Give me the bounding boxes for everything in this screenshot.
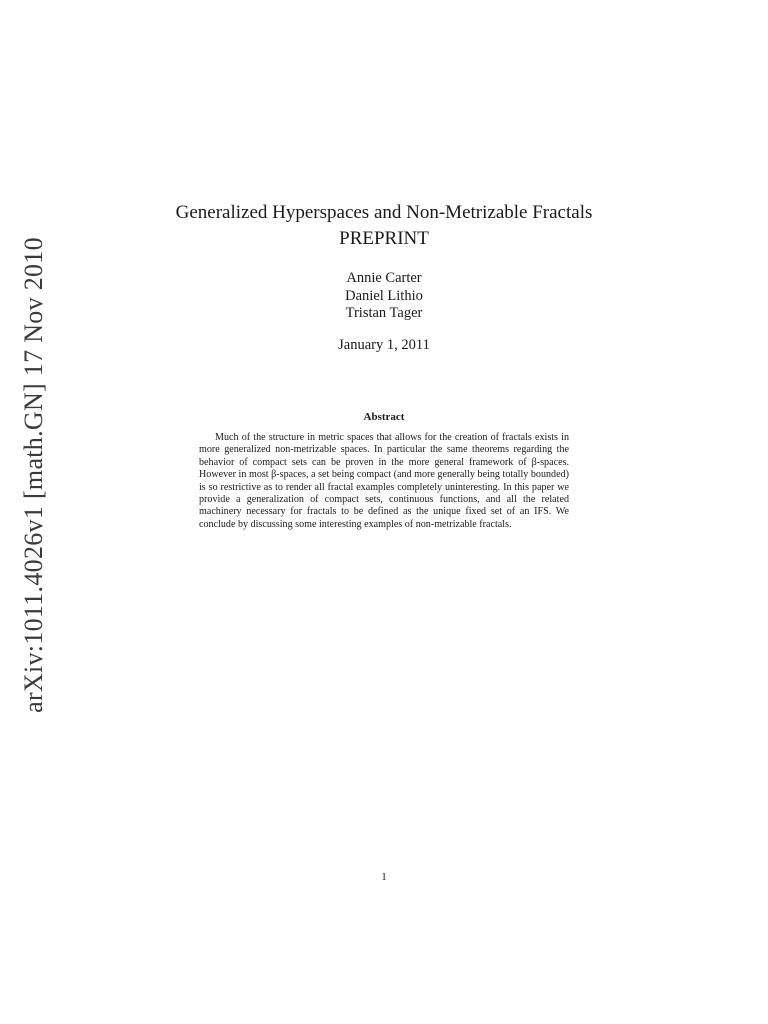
- preprint-label: PREPRINT: [339, 228, 429, 249]
- author-name: Daniel Lithio: [345, 287, 423, 304]
- arxiv-identifier-stamp: [4, 237, 64, 713]
- publication-date: January 1, 2011: [338, 336, 430, 353]
- author-list: [170, 270, 598, 323]
- arxiv-identifier-text: arXiv:1011.4026v1 [math.GN] 17 Nov 2010: [19, 237, 49, 713]
- author-name: Annie Carter: [346, 270, 422, 286]
- title-block: [170, 200, 598, 354]
- abstract-heading: Abstract: [363, 411, 405, 423]
- author-name: Tristan Tager: [345, 305, 423, 321]
- page-number: 1: [381, 871, 387, 883]
- paper-title: Generalized Hyperspaces and Non-Metrizable Fractals: [175, 202, 593, 223]
- abstract-body: Much of the structure in metric spaces that allows for the creation of fractals exists in more generalized non-metrizable spaces. In particular the same theorems regarding the behavior of compact sets can be proven in the more general framework of β-spaces. However in most β-spaces, a set being compact (and more generally being totally bounded) is so restrictive as to render all fractal examples completely uninteresting. In this paper we provide a generalization of compact sets, continuous functions, and all the related machinery necessary for fractals to be defined as the unique fixed set of an IFS. We conclude by discussing some interesting examples of non-metrizable fractals.: [199, 432, 569, 530]
